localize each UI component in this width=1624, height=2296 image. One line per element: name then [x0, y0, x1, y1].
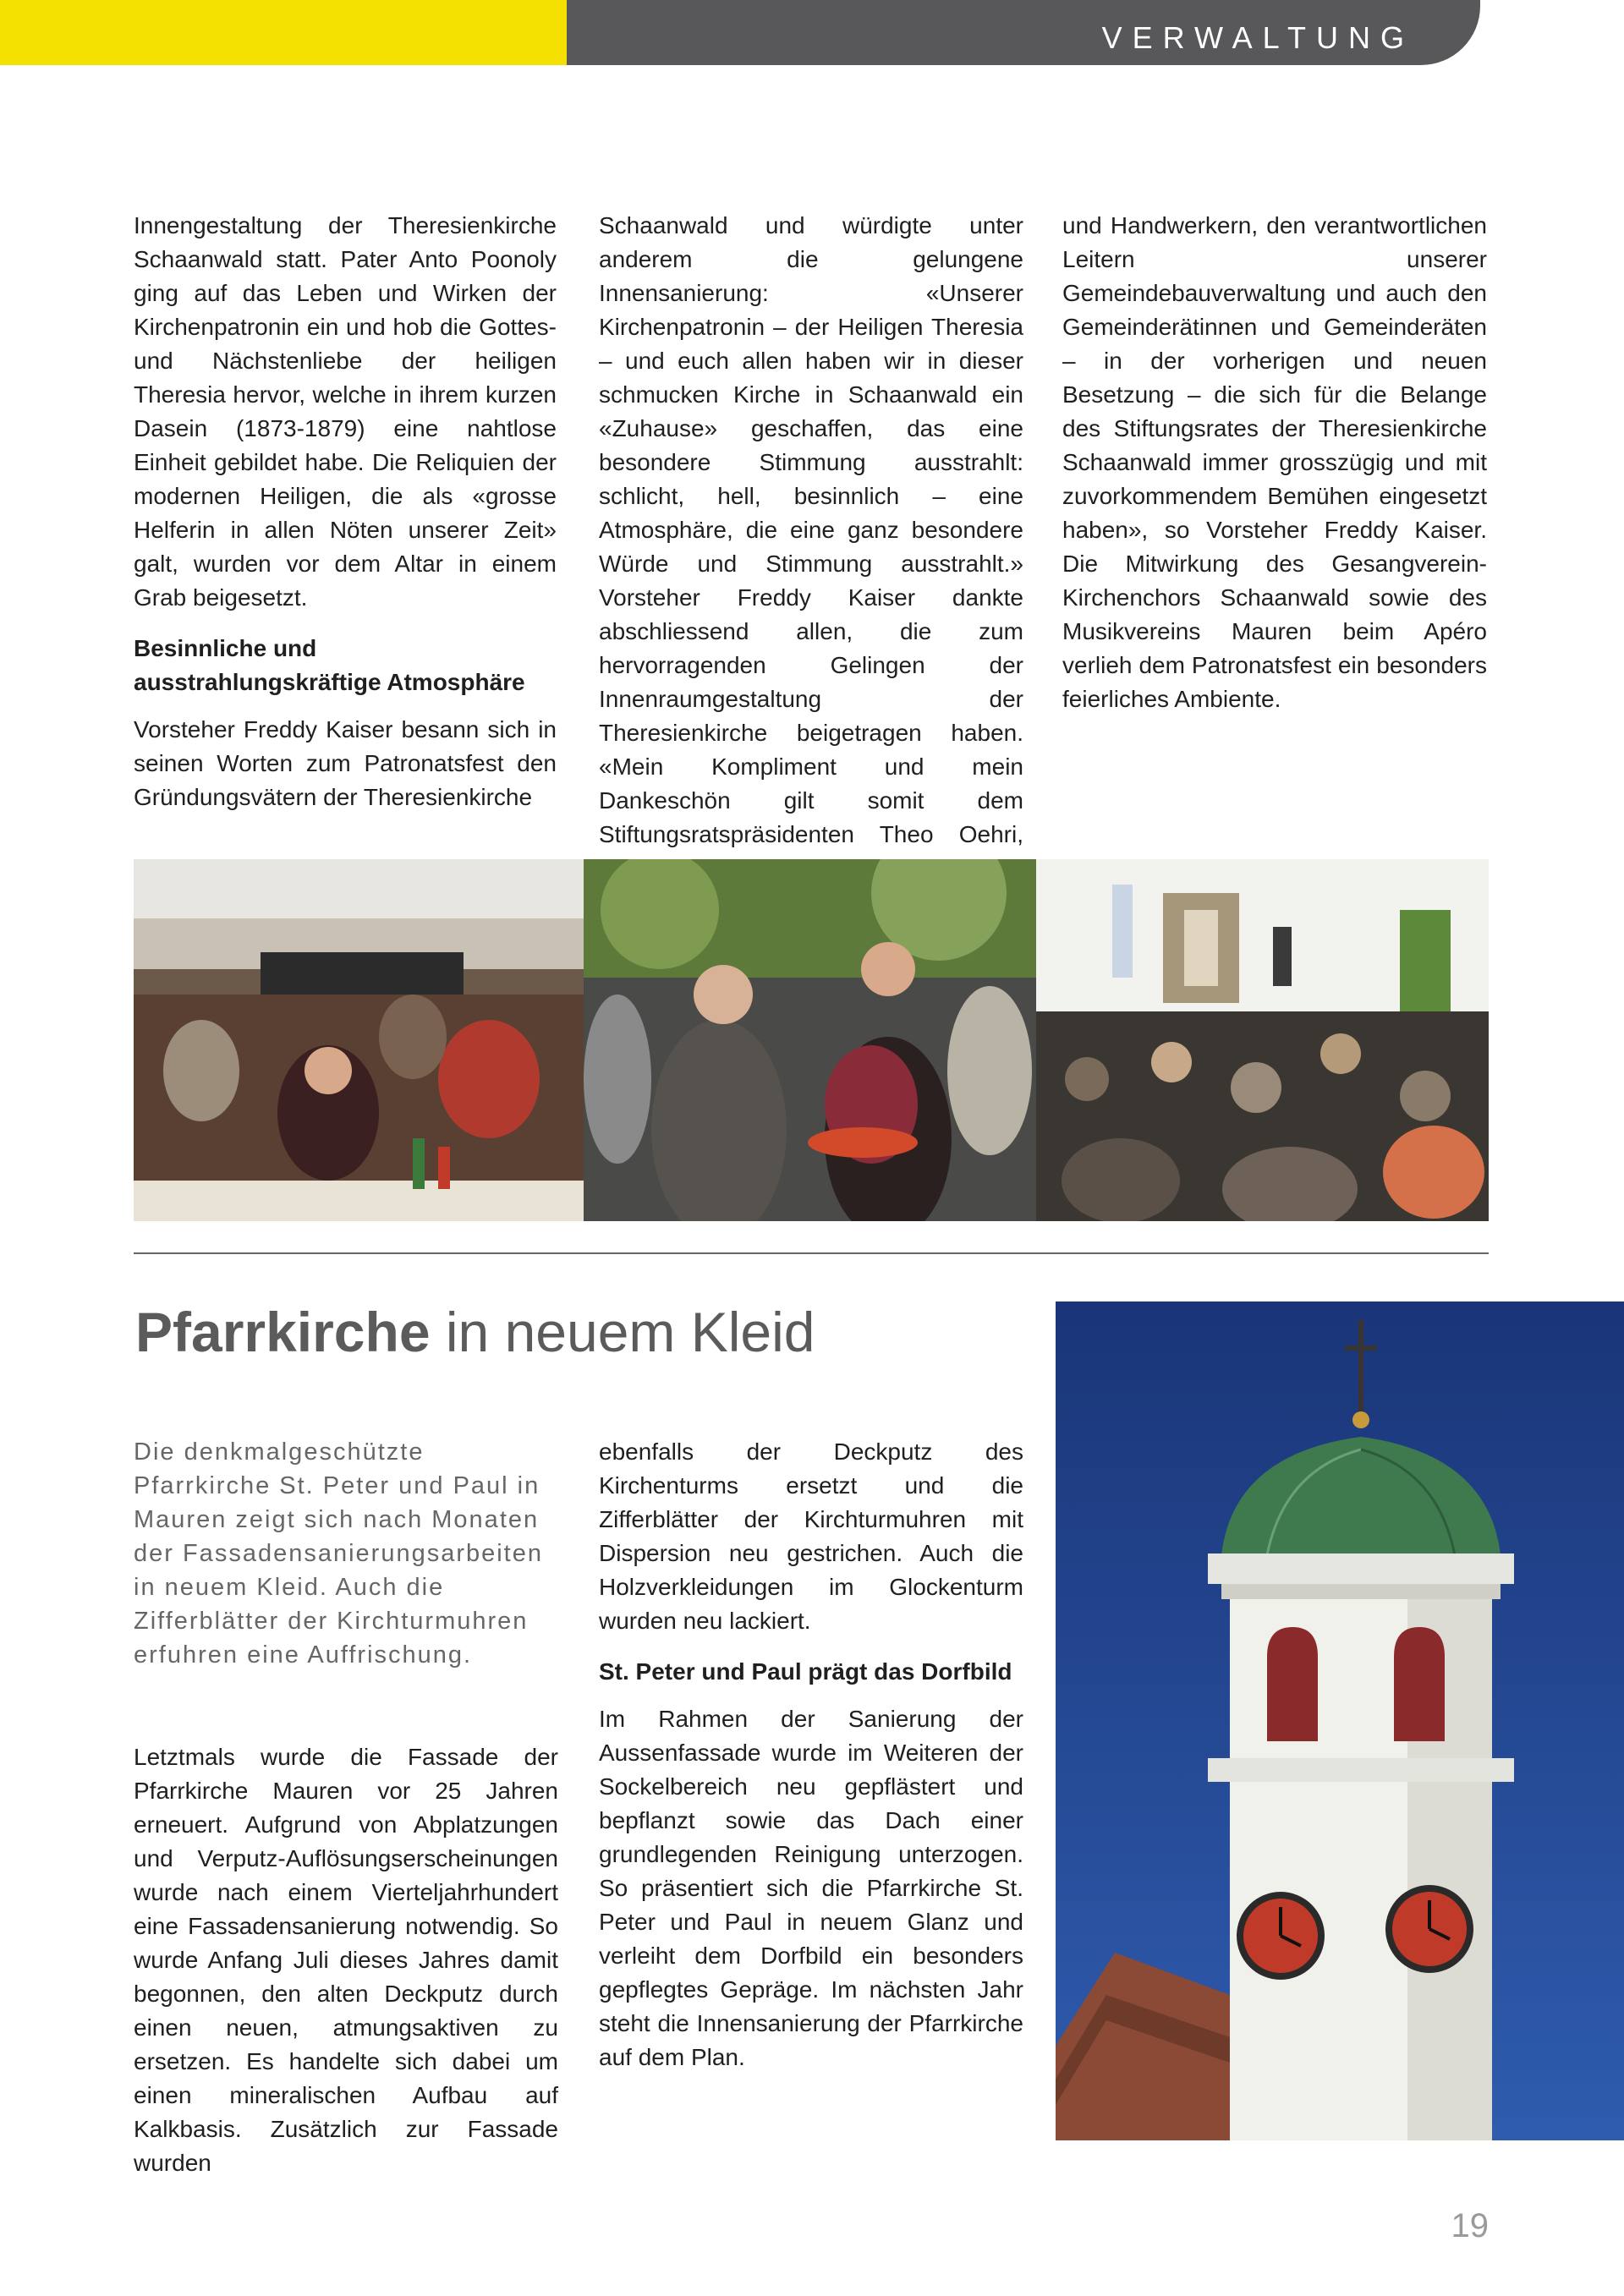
article1-paragraph: und Handwerkern, den verantwortlichen Leitern unserer Gemeindebauverwaltung und auch den Gemeinderätinnen und Gemeinderäten – in der vorherigen und neuen Besetzung – die sich für die Belange des Stiftungsrates der Theresienkirche Schaanwald immer grosszügig und mit zuvorkommendem Bemühen eingesetzt haben», so Vorsteher Freddy Kaiser. Die Mitwirkung des Gesangverein-Kirchenchors Schaanwald sowie des Musikvereins Mauren beim Apéro verlieh dem Patronatsfest ein besonders feierliches Ambiente.	[1062, 212, 1487, 712]
article2-column-1	[134, 1740, 558, 2180]
article1-paragraph: Vorsteher Freddy Kaiser besann sich in seinen Worten zum Patronatsfest den Gründungsvätern der Theresienkirche	[134, 716, 557, 810]
article2-paragraph: Im Rahmen der Sanierung der Aussenfassade wurde im Weiteren der Sockelbereich neu gepflästert und bepflanzt sowie das Dach einer grundlegenden Reinigung unterzogen. So präsentiert sich die Pfarrkirche St. Peter und Paul in neuem Glanz und verleiht dem Dorfbild ein besonders gepflegtes Gepräge. Im nächsten Jahr steht die Innensanierung der Pfarrkirche auf dem Plan.	[599, 1706, 1023, 2070]
article1-paragraph: Innengestaltung der Theresienkirche Schaanwald statt. Pater Anto Poonoly ging auf das Leben und Wirken der Kirchenpatronin ein und hob die Gottes- und Nächstenliebe der heiligen Theresia hervor, welche in ihrem kurzen Dasein (1873-1879) eine nahtlose Einheit gebildet habe. Die Reliquien der modernen Heiligen, die als «grosse Helferin in allen Nöten unserer Zeit» galt, wurden vor dem Altar in einem Grab beigesetzt.	[134, 212, 557, 611]
article2-subheading: St. Peter und Paul prägt das Dorfbild	[599, 1658, 1012, 1685]
photo-crowd-hall	[134, 859, 584, 1221]
article2-title-bold: Pfarrkirche	[135, 1301, 431, 1363]
article2-title-rest: in neuem Kleid	[430, 1301, 815, 1363]
article2-column-2	[599, 1435, 1023, 2074]
article2-paragraph: ebenfalls der Deckputz des Kirchenturms ersetzt und die Zifferblätter der Kirchturmuhren mit Dispersion neu gestrichen. Auch die Holzverkleidungen im Glockenturm wurden neu lackiert.	[599, 1438, 1023, 1634]
header-section-bar	[567, 0, 1480, 65]
photo-church-tower	[1056, 1301, 1624, 2140]
article1-paragraph: Schaanwald und würdigte unter anderem die gelungene Innensanierung: «Unserer Kirchenpatronin – der Heiligen Theresia – und euch allen haben wir in dieser schmucken Kirche in Schaanwald ein «Zuhause» geschaffen, das eine besondere Stimmung ausstrahlt: schlicht, hell, besinnlich – eine Atmosphäre, die eine ganz besondere Würde und Stimmung ausstrahlt.» Vorsteher Freddy Kaiser dankte abschliessend allen, die zum hervorragenden Gelingen der Innenraumgestaltung der Theresienkirche beigetragen haben. «Mein Kompliment und mein Dankeschön gilt somit dem Stiftungsratspräsidenten Theo Oehri,	[599, 212, 1023, 847]
header-accent-bar	[0, 0, 567, 65]
article1-column-1	[134, 209, 557, 814]
article2-lead: Die denkmalgeschützte Pfarrkirche St. Peter und Paul in Mauren zeigt sich nach Monaten der Fassadensanierungsarbeiten in neuem Kleid. Auch die Zifferblätter der Kirchturmuhren erfuhren eine Auffrischung.	[134, 1438, 543, 1669]
article1-column-2	[599, 209, 1023, 885]
section-title: VERWALTUNG	[1101, 20, 1414, 55]
article2-paragraph: Letztmals wurde die Fassade der Pfarrkirche Mauren vor 25 Jahren erneuert. Aufgrund von Abplatzungen und Verputz-Auflösungserscheinungen wurde nach einem Vierteljahrhundert eine Fassadensanierung notwendig. So wurde Anfang Juli dieses Jahres damit begonnen, den alten Deckputz durch einen neuen, atmungsaktiven zu ersetzen. Es handelte sich dabei um einen mineralischen Aufbau auf Kalkbasis. Zusätzlich zur Fassade wurden	[134, 1744, 558, 2176]
page-number: 19	[1451, 2207, 1489, 2244]
article1-column-3	[1062, 209, 1487, 716]
section-divider	[134, 1252, 1489, 1254]
article1-subheading: Besinnliche und ausstrahlungskräftige Atmosphäre	[134, 635, 525, 695]
photo-apero-garden	[584, 859, 1036, 1221]
photo-church-interior	[1036, 859, 1489, 1221]
article2-title	[135, 1296, 815, 1368]
